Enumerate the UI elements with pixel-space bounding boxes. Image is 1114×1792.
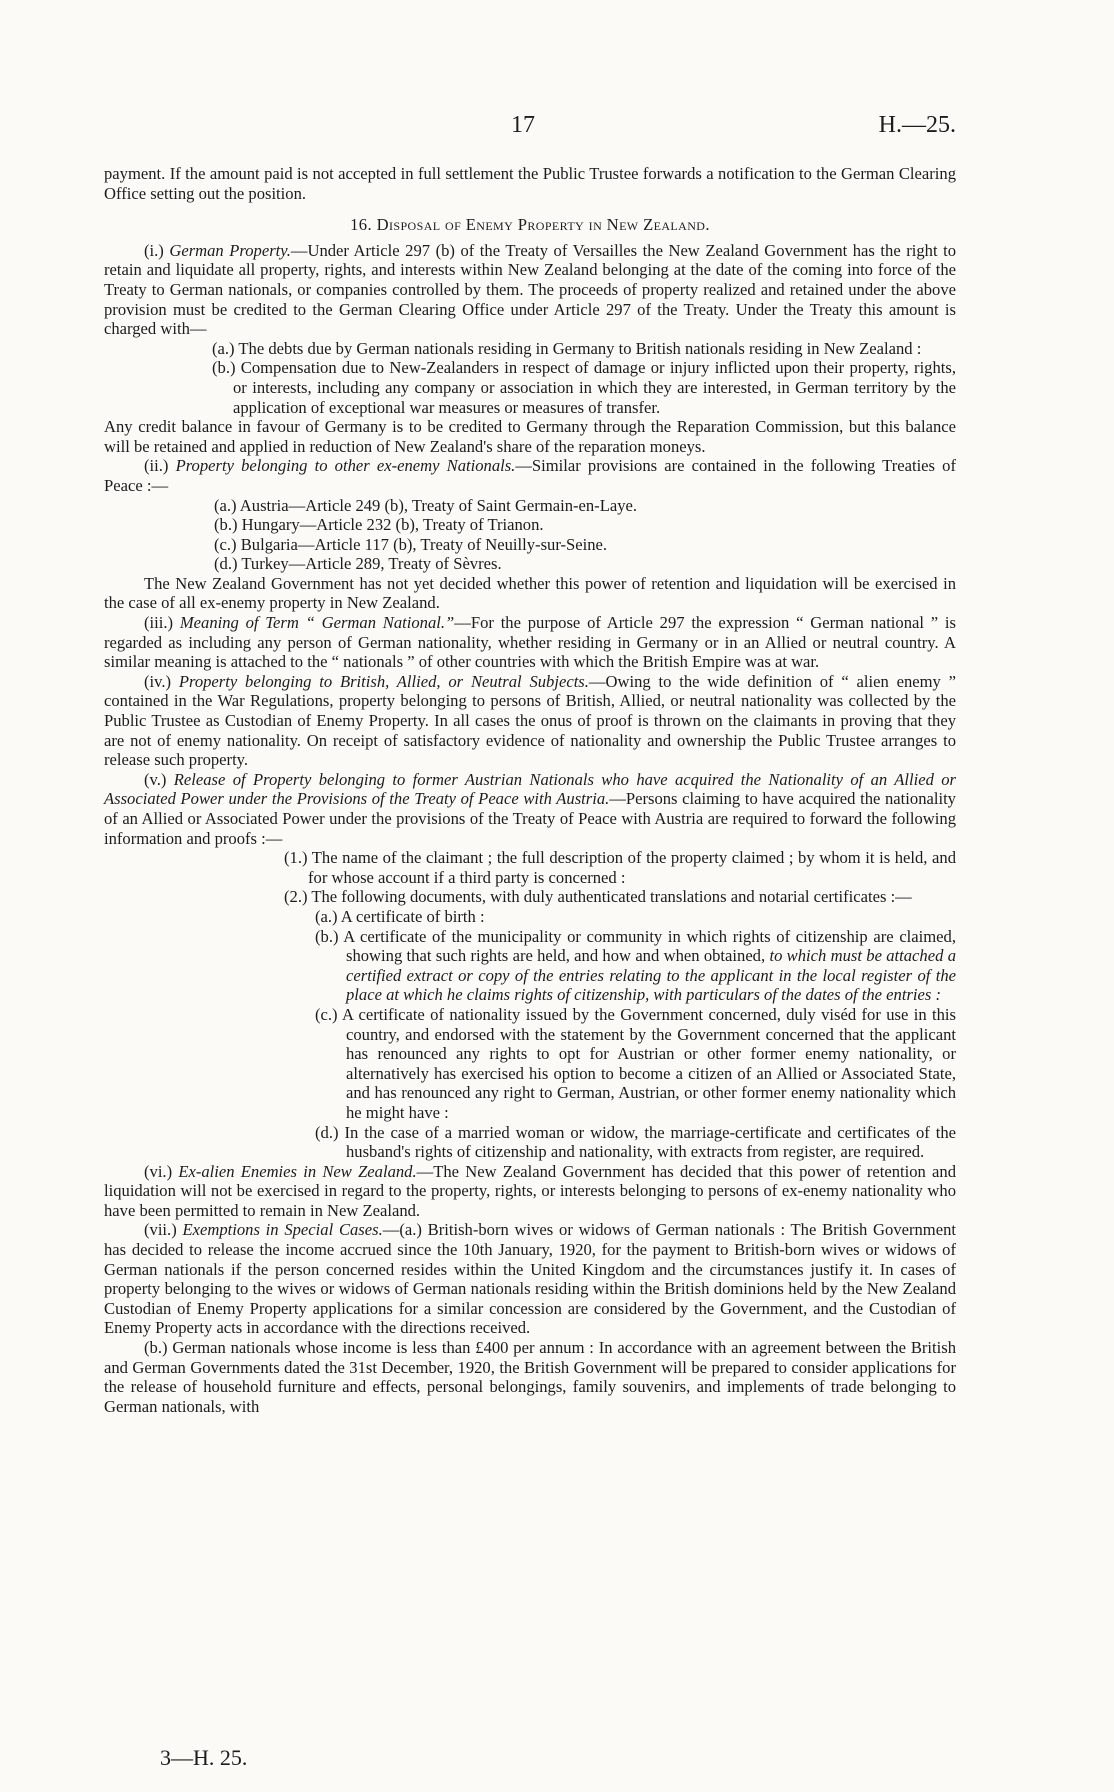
- list-item: (b.) Compensation due to New-Zealanders in respect of damage or injury inflicted upon their property, rights, or interests, including any company or association in which they are interested, in German territory by the application of exceptional war measures or measures of transfer.: [212, 358, 956, 417]
- sub-list-item: (c.) A certificate of nationality issued by the Government concerned, duly viséd for use in this country, and endorsed with the statement by the Government concerned that the applicant has renounced any rights to opt for Austrian or other former enemy nationality, or alternatively has exercised his option to become a citizen of an Allied or Associated State, and has renounced any right to German, Austrian, or other former enemy nationality which he might have :: [315, 1004, 956, 1122]
- paragraph-heading: Ex-alien Enemies in New Zealand.: [178, 1161, 417, 1181]
- list-item: (c.) Bulgaria—Article 117 (b), Treaty of Neuilly-sur-Seine.: [214, 534, 608, 554]
- list-item: (1.) The name of the claimant ; the full description of the property claimed ; by whom it is held, and for whose account if a third party is concerned :: [284, 848, 956, 887]
- list-item: (d.) Turkey—Article 289, Treaty of Sèvres.: [214, 554, 502, 574]
- paragraph-v: (v.) Release of Property belonging to former Austrian Nationals who have acquired the Nationality of an Allied or Associated Power under the Provisions of the Treaty of Peace with Austria.—Persons claiming to have acquired the nationality of an Allied or Associated Power under the provisions of the Treaty of Peace with Austria are required to forward the following information and proofs :—: [104, 769, 956, 848]
- sub-list-item: (a.) A certificate of birth :: [315, 906, 485, 926]
- list-item: (b.) Hungary—Article 232 (b), Treaty of Trianon.: [214, 515, 544, 535]
- page-number: 17: [511, 112, 535, 138]
- paragraph-heading: Property belonging to other ex-enemy Nationals.: [175, 456, 516, 476]
- section-number: 16.: [350, 215, 373, 235]
- paragraph-iii: (iii.) Meaning of Term “ German National.”—For the purpose of Article 297 the expression “ German national ” is regarded as including any person of German nationality, whether residing in Germany or in an Allied or neutral country. A similar meaning is attached to the “ nationals ” of other countries with which the British Empire was at war.: [104, 613, 956, 672]
- paragraph-text: (b.) German nationals whose income is less than £400 per annum : In accordance with an agreement between the British and German Governments dated the 31st December, 1920, the British Government will be prepared to consider applications for the release of household furniture and effects, personal belongings, family souvenirs, and implements of trade belonging to German nationals, with: [104, 1338, 956, 1416]
- section-title: Disposal of Enemy Property in New Zealand.: [376, 215, 710, 235]
- list-item: (a.) The debts due by German nationals residing in Germany to British nationals residing in New Zealand :: [212, 338, 922, 358]
- paragraph-vii: (vii.) Exemptions in Special Cases.—(a.) British-born wives or widows of German nationals : The British Government has decided to release the income accrued since the 10th January, 1920, for the payment to British-born wives or widows of German nationals if the person concerned resides within the United Kingdom and the circumstances justify it. In cases of property belonging to the wives or widows of German nationals residing within the British dominions held by the New Zealand Custodian of Enemy Property applications for a similar concession are considered by the Government, and the Custodian of Enemy Property acts in accordance with the directions received.: [104, 1220, 956, 1338]
- paragraph-ii: (ii.) Property belonging to other ex-enemy Nationals.—Similar provisions are contained in the following Treaties of Peace :—: [104, 456, 956, 495]
- list-item: (2.) The following documents, with duly authenticated translations and notarial certificates :—: [284, 887, 912, 907]
- paragraph-heading: Exemptions in Special Cases.: [182, 1220, 383, 1240]
- paragraph-heading: Release of Property belonging to former Austrian Nationals who have acquired the Nationality of an Allied or Associated Power under the Provisions of the Treaty of Peace with Austria.: [104, 769, 956, 809]
- paragraph-vi: (vi.) Ex-alien Enemies in New Zealand.—The New Zealand Government has decided that this power of retention and liquidation will not be exercised in regard to the property, rights, or interests belonging to persons of ex-enemy nationality who have been permitted to remain in New Zealand.: [104, 1161, 957, 1220]
- document-reference: H.—25.: [878, 112, 956, 138]
- paragraph-i: (i.) German Property.—Under Article 297 (b) of the Treaty of Versailles the New Zealand Government has the right to retain and liquidate all property, rights, and interests within New Zealand belonging at the date of the coming into force of the Treaty to German nationals, or companies controlled by them. The proceeds of property realized and retained under the above provision must be credited to the German Clearing Office under Article 297 of the Treaty. Under the Treaty this amount is charged with—: [104, 240, 956, 339]
- document-body: [104, 164, 956, 1416]
- footer-signature: 3—H. 25.: [160, 1745, 248, 1770]
- paragraph-iv: (iv.) Property belonging to British, Allied, or Neutral Subjects.—Owing to the wide definition of “ alien enemy ” contained in the War Regulations, property belonging to persons of British, Allied, or neutral nationality was collected by the Public Trustee as Custodian of Enemy Property. In all cases the onus of proof is thrown on the claimants in proving that they are not of enemy nationality. On receipt of satisfactory evidence of nationality and ownership the Public Trustee arranges to release such property.: [104, 671, 956, 770]
- sub-list-item: (d.) In the case of a married woman or widow, the marriage-certificate and certificates of the husband's rights of citizenship and nationality, with extracts from register, are required.: [315, 1122, 956, 1162]
- paragraph-heading: Meaning of Term “ German National.”: [179, 613, 455, 633]
- paragraph-text: Any credit balance in favour of Germany is to be credited to Germany through the Reparation Commission, but this balance will be retained and applied in reduction of New Zealand's share of the reparation moneys.: [104, 417, 956, 456]
- paragraph-heading: German Property.: [169, 240, 291, 260]
- list-item: (a.) Austria—Article 249 (b), Treaty of Saint Germain-en-Laye.: [214, 495, 638, 515]
- sub-list-item: (b.) A certificate of the municipality or community in which rights of citizenship are claimed, showing that such rights are held, and how and when obtained, to which must be attached a certified extract or copy of the entries relating to the applicant in the local register of the place at which he claims rights of citizenship, with particulars of the dates of the entries :: [315, 926, 956, 1005]
- paragraph-heading: Property belonging to British, Allied, or Neutral Subjects.: [178, 671, 589, 691]
- paragraph-text: The New Zealand Government has not yet decided whether this power of retention and liquidation will be exercised in the case of all ex-enemy property in New Zealand.: [104, 573, 956, 613]
- section-heading: [104, 215, 956, 235]
- intro-paragraph: payment. If the amount paid is not accepted in full settlement the Public Trustee forwards a notification to the German Clearing Office setting out the position.: [104, 164, 956, 203]
